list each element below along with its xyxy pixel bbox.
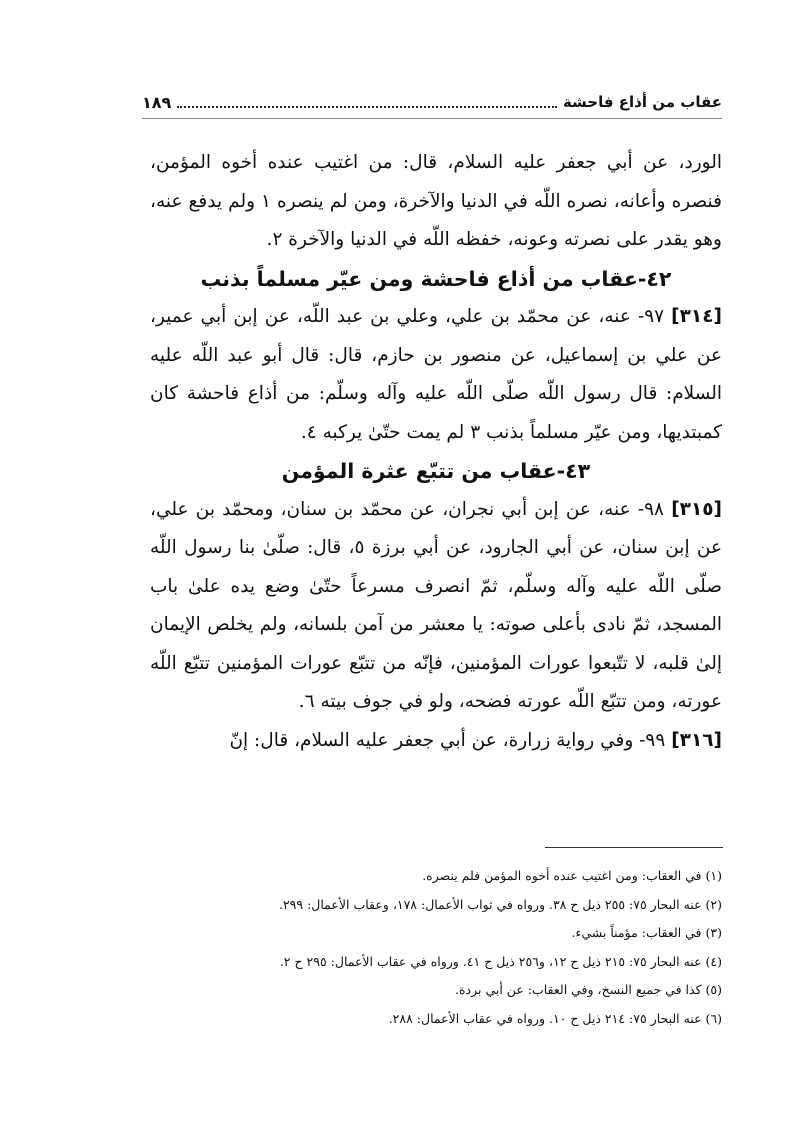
hadith-316 <box>150 722 722 761</box>
hadith-316-text: ٩٩- وفي رواية زرارة، عن أبي جعفر عليه السلام، قال: إنّ <box>229 729 672 751</box>
footnotes <box>150 862 722 1033</box>
main-text <box>150 144 722 760</box>
footnote-separator <box>545 847 723 848</box>
hadith-314 <box>150 298 722 452</box>
footnote-2: (٢) عنه البحار ٧٥: ٢٥٥ ذيل ح ٣٨. ورواه في ثواب الأعمال: ١٧٨، وعقاب الأعمال: ٢٩٩. <box>278 896 722 912</box>
hadith-315 <box>150 491 722 722</box>
footnote-1: (١) في العقاب: ومن اغتيب عنده أخوه المؤمن فلم ينصره. <box>422 868 722 883</box>
running-header-title: عقاب من أذاع فاحشة <box>562 93 722 111</box>
section-heading-42: ٤٢-عقاب من أذاع فاحشة ومن عيّر مسلماً بذنب <box>200 266 672 291</box>
footnote-4: (٤) عنه البحار ٧٥: ٢١٥ ذيل ح ١٢، و٢٥٦ ذيل ح ٤١. ورواه في عقاب الأعمال: ٢٩٥ ح ٢. <box>279 953 722 969</box>
hadith-number-316: [٣١٦] <box>671 729 722 751</box>
header-rule <box>142 118 722 119</box>
hadith-number-314: [٣١٤] <box>671 306 722 327</box>
footnote-6: (٦) عنه البحار ٧٥: ٢١٤ ذيل ح ١٠. ورواه في عقاب الأعمال: ٢٨٨. <box>388 1010 722 1026</box>
running-header <box>142 90 722 114</box>
paragraph-continuation: الورد، عن أبي جعفر عليه السلام، قال: من اغتيب عنده أخوه المؤمن، فنصره وأعانه، نصره اللّه في الدنيا والآخرة، ومن لم ينصره ١ ولم يدفع عنه، وهو يقدر على نصرته وعونه، خفظه اللّه في الدنيا والآخرة ٢. <box>150 152 722 250</box>
header-leader-dots <box>177 96 557 108</box>
footnote-3: (٣) في العقاب: مؤمناً بشيء. <box>571 925 722 940</box>
footnote-5: (٥) كذا في جميع النسخ، وفي العقاب: عن أبي بردة. <box>455 982 722 997</box>
section-heading-43: ٤٣-عقاب من تتبّع عثرة المؤمن <box>281 459 591 483</box>
hadith-number-315: [٣١٥] <box>671 498 723 520</box>
hadith-315-text: ٩٨- عنه، عن إبن أبي نجران، عن محمّد بن سنان، ومحمّد بن علي، عن إبن سنان، عن أبي الجارود، عن أبي برزة ٥، قال: صلّىٰ بنا رسول اللّه صلّى اللّه عليه وآله وسلّم، ثمّ انصرف مسرعاً حتّىٰ وضع يده علىٰ باب المسجد، ثمّ نادى بأعلى صوته: يا معشر من آمن بلسانه، ولم يخلص الإيمان إلىٰ قلبه، لا تتّبعوا عورات المؤمنين، فإنّه من تتبّع عورات المؤمنين تتبّع اللّه عورته، ومن تتبّع اللّه عورته فضحه، ولو في جوف بيته ٦. <box>150 498 723 712</box>
hadith-314-text: ٩٧- عنه، عن محمّد بن علي، وعلي بن عبد اللّه، عن إبن أبي عمير، عن علي بن إسماعيل، عن منصور بن حازم، قال: قال أبو عبد اللّه عليه السلام: قال رسول اللّه صلّى اللّه عليه وآله وسلّم: من أذاع فاحشة كان كمبتديها، ومن عيّر مسلماً بذنب ٣ لم يمت حتّىٰ يركبه ٤. <box>150 306 722 443</box>
page-number: ١٨٩ <box>142 92 172 112</box>
